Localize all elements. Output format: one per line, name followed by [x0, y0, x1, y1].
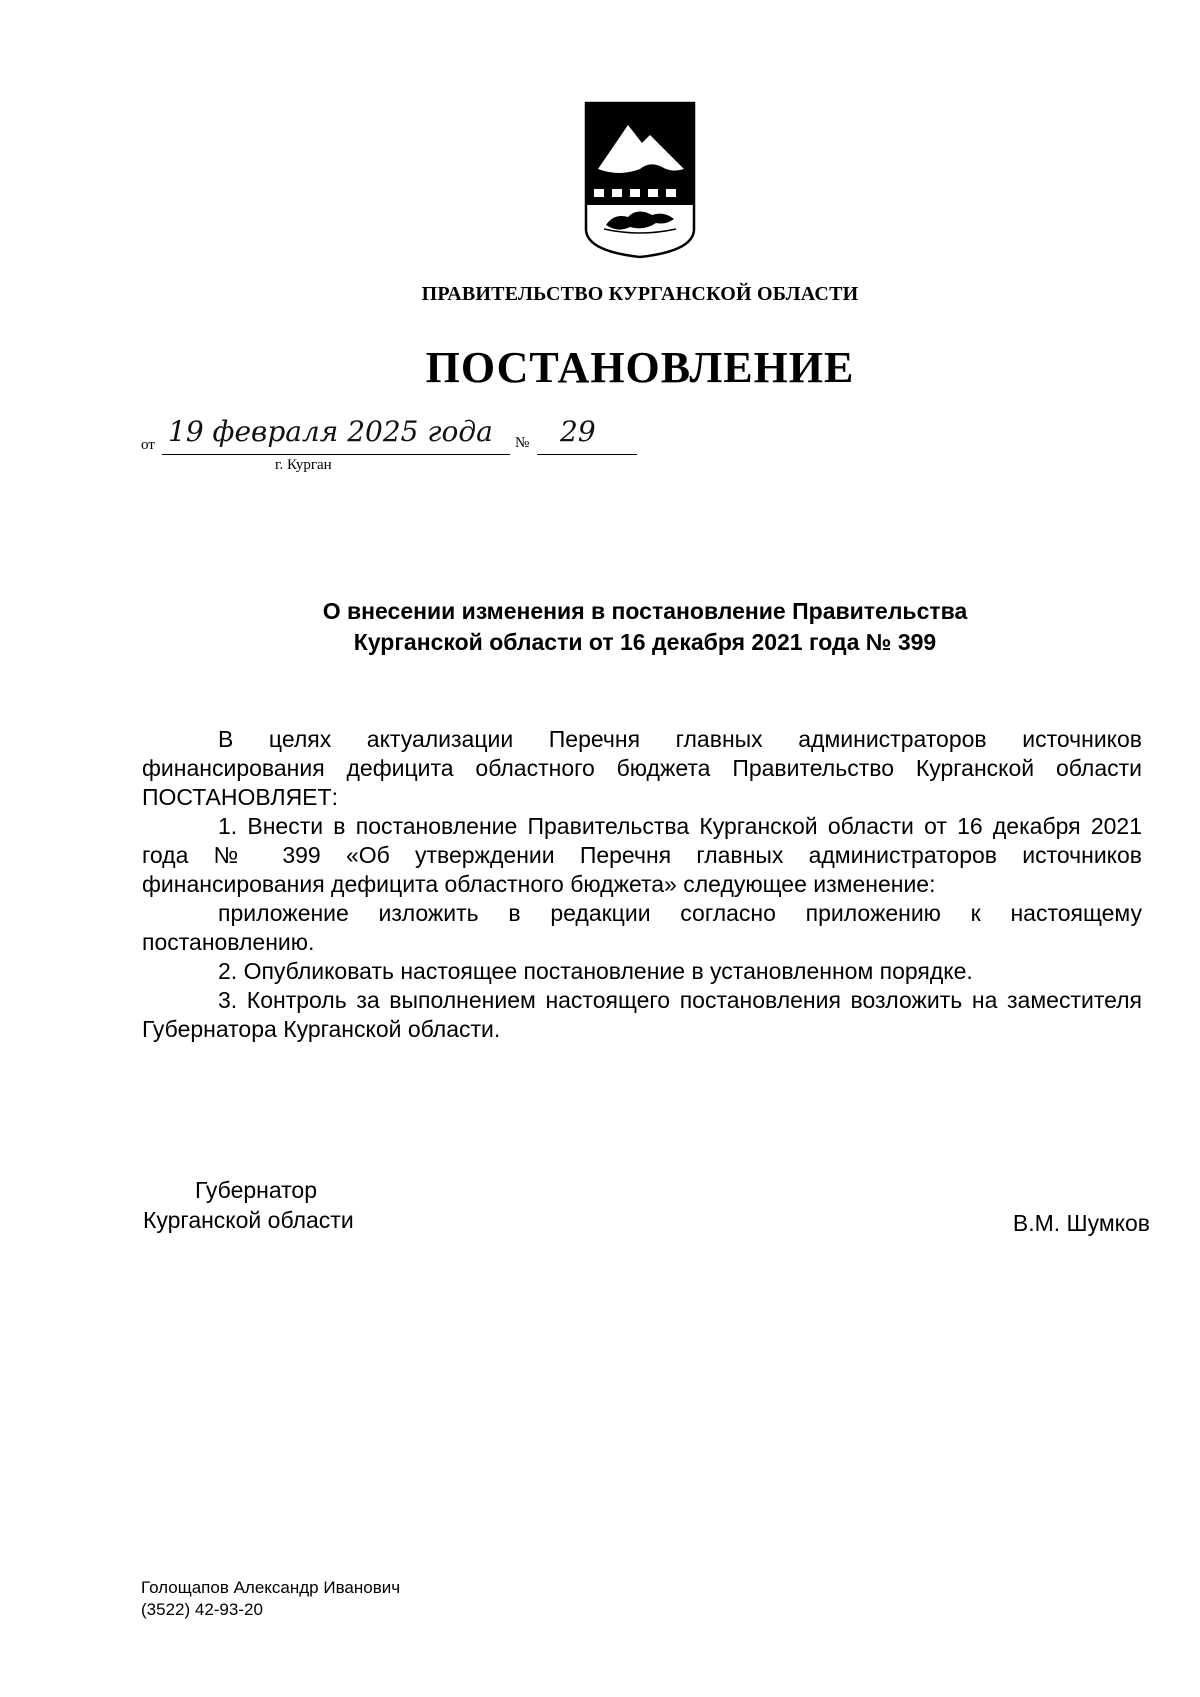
document-title — [140, 596, 1150, 658]
handwritten-number: 29 — [560, 415, 596, 448]
title-line-2: Курганской области от 16 декабря 2021 года № 399 — [353, 629, 937, 655]
date-underline — [162, 454, 510, 455]
city-label: г. Курган — [275, 457, 332, 473]
item-2-paragraph: 2. Опубликовать настоящее постановление в установленном порядке. — [218, 958, 973, 984]
coat-of-arms-emblem — [584, 101, 696, 259]
number-underline — [537, 454, 637, 455]
document-type-heading: ПОСТАНОВЛЕНИЕ — [425, 343, 855, 392]
role-line-2: Курганской области — [143, 1207, 354, 1233]
number-sign: № — [515, 435, 530, 451]
item-1-sub-paragraph: приложение изложить в редакции согласно приложению к настоящему постановлению. — [142, 900, 1142, 955]
executor-phone: (3522) 42-93-20 — [141, 1600, 263, 1619]
item-1-paragraph: 1. Внести в постановление Правительства Курганской области от 16 декабря 2021 года № 399 «Об утверждении Перечня главных администраторов источников финансирования дефицита областного бюджета» следующее изменение: — [142, 813, 1142, 897]
role-line-1: Губернатор — [195, 1177, 318, 1203]
government-name: ПРАВИТЕЛЬСТВО КУРГАНСКОЙ ОБЛАСТИ — [421, 283, 859, 305]
signatory-name: В.М. Шумков — [1012, 1210, 1150, 1236]
executor-name: Голощапов Александр Иванович — [141, 1578, 401, 1597]
date-number-line — [0, 415, 1200, 485]
item-3-paragraph: 3. Контроль за выполнением настоящего постановления возложить на заместителя Губернатора Курганской области. — [142, 987, 1142, 1042]
preamble-paragraph: В целях актуализации Перечня главных администраторов источников финансирования дефицита областного бюджета Правительство Курганской области ПОСТАНОВЛЯЕТ: — [142, 726, 1142, 810]
executor-block — [141, 1577, 400, 1621]
document-body — [142, 725, 1142, 1044]
date-prefix: от — [141, 437, 155, 453]
title-line-1: О внесении изменения в постановление Правительства — [322, 598, 968, 624]
signatory-role — [143, 1175, 354, 1235]
handwritten-date: 19 февраля 2025 года — [168, 415, 493, 448]
